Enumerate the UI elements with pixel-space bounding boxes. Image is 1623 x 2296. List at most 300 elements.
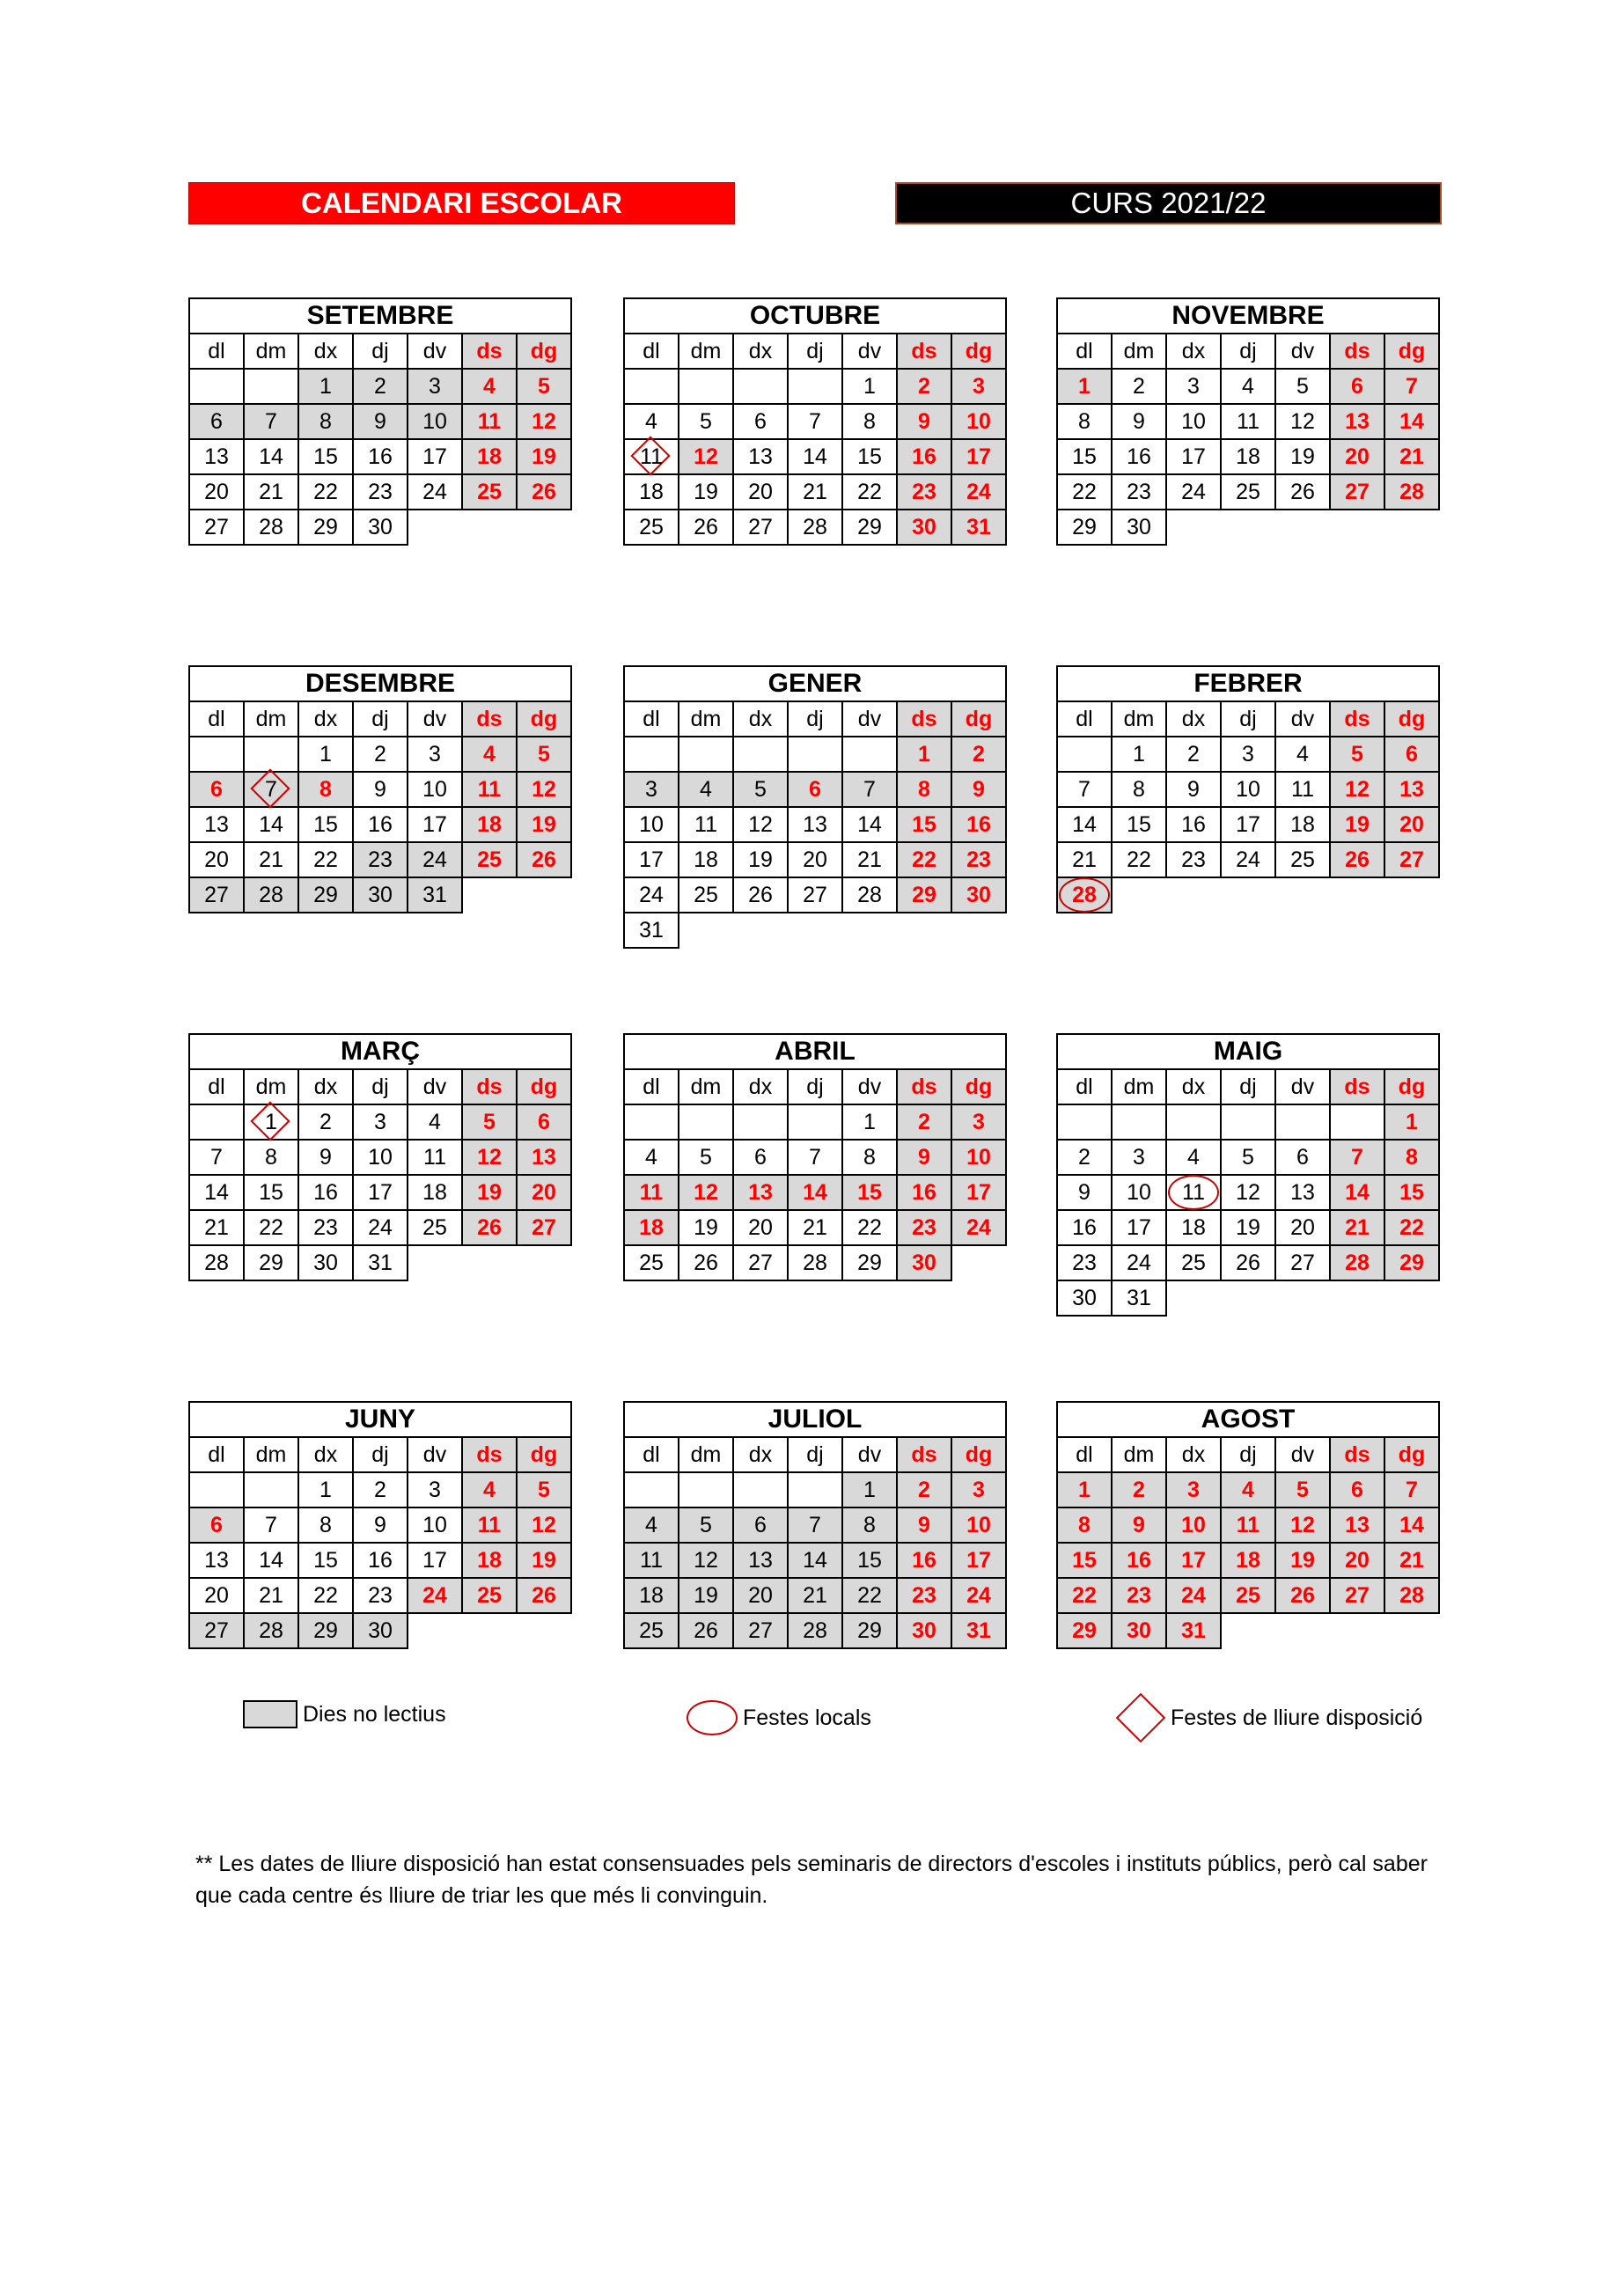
month-title: SETEMBRE — [188, 297, 572, 333]
day-cell — [353, 510, 408, 545]
day-number: 21 — [803, 479, 827, 504]
day-number: 28 — [1345, 1250, 1370, 1275]
day-cell — [1384, 439, 1439, 474]
day-number: 31 — [422, 882, 447, 907]
day-cell — [1221, 404, 1275, 439]
day-cell — [951, 1507, 1006, 1543]
weekday-header: dg — [951, 1069, 1006, 1104]
day-number: 13 — [748, 1179, 773, 1205]
day-cell — [1384, 737, 1439, 772]
day-number: 6 — [809, 776, 821, 802]
day-cell — [462, 369, 517, 404]
day-cell — [1112, 842, 1166, 877]
day-cell — [733, 1507, 788, 1543]
day-cell — [517, 807, 571, 842]
day-cell — [517, 1472, 571, 1507]
day-cell — [244, 439, 298, 474]
month-title: ABRIL — [623, 1033, 1007, 1068]
day-cell — [298, 369, 353, 404]
month-4 — [623, 665, 1007, 949]
day-number: 2 — [374, 373, 386, 399]
day-number: 19 — [1345, 811, 1370, 837]
day-number: 4 — [483, 741, 496, 767]
grey-swatch-icon — [243, 1700, 297, 1728]
day-number: 3 — [429, 1477, 441, 1502]
day-number: 31 — [639, 917, 664, 943]
day-cell — [897, 510, 951, 545]
day-number: 28 — [1399, 479, 1424, 504]
day-cell — [1384, 1210, 1439, 1245]
day-number: 17 — [1181, 1547, 1206, 1573]
month-grid — [188, 1436, 572, 1649]
day-cell — [353, 1613, 408, 1648]
day-cell — [298, 474, 353, 510]
day-cell — [1166, 807, 1221, 842]
empty-cell — [1384, 1280, 1439, 1316]
empty-cell — [679, 369, 733, 404]
day-cell — [897, 1578, 951, 1613]
weekday-header: dl — [189, 1069, 244, 1104]
day-number: 23 — [368, 1582, 393, 1608]
legend-non-school-label: Dies no lectius — [303, 1701, 446, 1727]
month-2 — [1056, 297, 1440, 546]
day-cell — [951, 807, 1006, 842]
day-cell — [951, 1613, 1006, 1648]
day-number: 9 — [1078, 1179, 1091, 1205]
day-cell — [788, 1175, 842, 1210]
day-cell — [1057, 772, 1112, 807]
day-cell — [353, 1578, 408, 1613]
day-number: 27 — [1345, 1582, 1370, 1608]
day-cell — [517, 737, 571, 772]
day-number: 13 — [204, 444, 229, 469]
day-cell — [733, 1613, 788, 1648]
day-number: 2 — [918, 1477, 930, 1502]
day-cell — [788, 510, 842, 545]
day-cell — [733, 1543, 788, 1578]
day-cell — [1057, 1245, 1112, 1280]
day-cell — [733, 510, 788, 545]
day-number: 30 — [912, 1617, 936, 1643]
day-number: 7 — [265, 776, 277, 802]
day-number: 18 — [477, 444, 502, 469]
empty-cell — [624, 737, 679, 772]
month-title: GENER — [623, 665, 1007, 701]
day-cell — [1057, 439, 1112, 474]
day-cell — [462, 772, 517, 807]
day-cell — [951, 1210, 1006, 1245]
day-number: 21 — [857, 847, 882, 872]
day-cell — [951, 737, 1006, 772]
empty-cell — [1275, 1613, 1330, 1648]
day-number: 26 — [694, 514, 718, 539]
weekday-header: dg — [951, 334, 1006, 369]
month-title: FEBRER — [1056, 665, 1440, 701]
weekday-header: dv — [842, 1069, 897, 1104]
day-number: 4 — [645, 1144, 657, 1170]
empty-cell — [408, 1613, 462, 1648]
day-cell — [462, 842, 517, 877]
day-number: 8 — [1078, 408, 1091, 434]
day-number: 9 — [374, 408, 386, 434]
day-number: 23 — [313, 1214, 338, 1240]
day-cell — [624, 1210, 679, 1245]
day-number: 1 — [863, 373, 876, 399]
weekday-header: dv — [408, 1069, 462, 1104]
month-title: OCTUBRE — [623, 297, 1007, 333]
day-cell — [1384, 474, 1439, 510]
day-cell — [353, 842, 408, 877]
empty-cell — [1221, 1104, 1275, 1140]
day-cell — [679, 1175, 733, 1210]
day-number: 2 — [1078, 1144, 1091, 1170]
day-cell — [788, 877, 842, 913]
day-number: 12 — [477, 1144, 502, 1170]
day-cell — [951, 1472, 1006, 1507]
weekday-header: dg — [517, 701, 571, 737]
day-number: 17 — [966, 1179, 991, 1205]
day-number: 18 — [1236, 1547, 1260, 1573]
month-1 — [623, 297, 1007, 546]
day-cell — [1221, 1507, 1275, 1543]
day-number: 2 — [374, 741, 386, 767]
month-title: DESEMBRE — [188, 665, 572, 701]
day-number: 12 — [532, 776, 556, 802]
day-cell — [1112, 1472, 1166, 1507]
empty-cell — [1330, 877, 1384, 913]
day-number: 18 — [1290, 811, 1315, 837]
day-cell — [517, 474, 571, 510]
day-number: 20 — [748, 1582, 773, 1608]
day-cell — [1384, 1175, 1439, 1210]
weekday-header: dj — [1221, 701, 1275, 737]
day-cell — [1166, 404, 1221, 439]
day-cell — [951, 1175, 1006, 1210]
day-number: 2 — [1187, 741, 1200, 767]
empty-cell — [408, 510, 462, 545]
day-number: 7 — [863, 776, 876, 802]
day-cell — [624, 772, 679, 807]
weekday-header: dx — [1166, 1437, 1221, 1472]
day-number: 28 — [259, 882, 283, 907]
month-5 — [1056, 665, 1440, 913]
day-number: 22 — [857, 1214, 882, 1240]
day-cell — [517, 1578, 571, 1613]
day-number: 18 — [1236, 444, 1260, 469]
day-number: 7 — [265, 408, 277, 434]
day-number: 5 — [1296, 1477, 1309, 1502]
month-grid — [1056, 701, 1440, 913]
day-number: 21 — [259, 847, 283, 872]
day-number: 28 — [1072, 882, 1097, 907]
day-number: 24 — [1236, 847, 1260, 872]
day-number: 17 — [422, 444, 447, 469]
day-number: 2 — [1133, 1477, 1145, 1502]
month-0 — [188, 297, 572, 546]
day-cell — [1221, 772, 1275, 807]
day-cell — [1166, 1175, 1221, 1210]
day-number: 1 — [319, 741, 332, 767]
empty-cell — [788, 737, 842, 772]
day-number: 15 — [857, 1179, 882, 1205]
day-cell — [1221, 1140, 1275, 1175]
weekday-header: dj — [353, 334, 408, 369]
day-number: 13 — [532, 1144, 556, 1170]
day-number: 16 — [1127, 1547, 1151, 1573]
day-cell — [1330, 439, 1384, 474]
day-number: 7 — [1078, 776, 1091, 802]
day-cell — [1275, 1175, 1330, 1210]
day-cell — [189, 807, 244, 842]
day-cell — [298, 807, 353, 842]
weekday-header: dl — [189, 334, 244, 369]
day-cell — [1057, 1578, 1112, 1613]
day-number: 16 — [966, 811, 991, 837]
day-number: 11 — [640, 1547, 663, 1573]
day-number: 30 — [368, 1617, 393, 1643]
day-number: 20 — [204, 847, 229, 872]
day-cell — [897, 1104, 951, 1140]
day-number: 25 — [1290, 847, 1315, 872]
day-cell — [298, 1140, 353, 1175]
day-number: 25 — [477, 479, 502, 504]
empty-cell — [517, 510, 571, 545]
day-cell — [733, 404, 788, 439]
day-cell — [517, 1507, 571, 1543]
empty-cell — [189, 1104, 244, 1140]
weekday-header: dj — [353, 1069, 408, 1104]
day-number: 16 — [912, 1179, 936, 1205]
day-cell — [897, 807, 951, 842]
day-number: 25 — [1181, 1250, 1206, 1275]
day-cell — [788, 1210, 842, 1245]
day-cell — [951, 369, 1006, 404]
weekday-header: dx — [1166, 334, 1221, 369]
day-cell — [462, 807, 517, 842]
day-cell — [1330, 1507, 1384, 1543]
month-title: JULIOL — [623, 1401, 1007, 1436]
day-number: 3 — [374, 1109, 386, 1134]
day-cell — [244, 1210, 298, 1245]
day-cell — [842, 842, 897, 877]
day-cell — [462, 1543, 517, 1578]
day-cell — [624, 913, 679, 948]
day-cell — [1057, 1175, 1112, 1210]
red-circle-icon — [687, 1700, 738, 1735]
day-number: 8 — [319, 408, 332, 434]
day-number: 4 — [429, 1109, 441, 1134]
weekday-header: dj — [788, 1437, 842, 1472]
weekday-header: dl — [624, 1069, 679, 1104]
day-cell — [1275, 1140, 1330, 1175]
month-9 — [188, 1401, 572, 1649]
day-cell — [1330, 1578, 1384, 1613]
day-number: 16 — [1072, 1214, 1097, 1240]
empty-cell — [462, 1245, 517, 1280]
day-number: 25 — [694, 882, 718, 907]
day-cell — [189, 877, 244, 913]
day-number: 7 — [210, 1144, 223, 1170]
day-cell — [189, 772, 244, 807]
empty-cell — [679, 1104, 733, 1140]
day-cell — [842, 1543, 897, 1578]
month-6 — [188, 1033, 572, 1281]
day-number: 29 — [313, 514, 338, 539]
day-number: 3 — [1133, 1144, 1145, 1170]
day-cell — [1112, 474, 1166, 510]
day-number: 23 — [368, 847, 393, 872]
day-number: 4 — [1187, 1144, 1200, 1170]
day-number: 4 — [700, 776, 712, 802]
day-cell — [951, 877, 1006, 913]
day-cell — [897, 1472, 951, 1507]
day-cell — [733, 772, 788, 807]
day-cell — [1275, 1507, 1330, 1543]
day-cell — [1330, 1472, 1384, 1507]
day-number: 27 — [748, 1617, 773, 1643]
empty-cell — [1221, 1613, 1275, 1648]
day-number: 10 — [422, 776, 447, 802]
day-number: 26 — [1236, 1250, 1260, 1275]
day-number: 30 — [912, 1250, 936, 1275]
weekday-header: ds — [897, 334, 951, 369]
empty-cell — [244, 1472, 298, 1507]
day-number: 13 — [1399, 776, 1424, 802]
day-number: 12 — [1290, 1512, 1315, 1537]
day-number: 11 — [477, 408, 502, 434]
day-number: 3 — [1187, 1477, 1200, 1502]
day-number: 3 — [1242, 741, 1254, 767]
day-number: 19 — [532, 1547, 556, 1573]
day-cell — [1166, 1245, 1221, 1280]
day-number: 20 — [532, 1179, 556, 1205]
day-number: 14 — [259, 444, 283, 469]
day-number: 9 — [1133, 408, 1145, 434]
day-number: 12 — [1345, 776, 1370, 802]
day-number: 27 — [803, 882, 827, 907]
weekday-header: dm — [679, 701, 733, 737]
day-number: 19 — [694, 1214, 718, 1240]
day-cell — [298, 1613, 353, 1648]
day-number: 8 — [1078, 1512, 1091, 1537]
day-number: 4 — [645, 408, 657, 434]
empty-cell — [897, 913, 951, 948]
day-cell — [1112, 510, 1166, 545]
day-number: 13 — [1345, 1512, 1370, 1537]
day-number: 1 — [863, 1477, 876, 1502]
day-number: 15 — [857, 444, 882, 469]
weekday-header: ds — [462, 1437, 517, 1472]
calendar-title: CALENDARI ESCOLAR — [188, 182, 735, 224]
day-cell — [1112, 1280, 1166, 1316]
month-grid — [1056, 1068, 1440, 1317]
day-cell — [189, 1507, 244, 1543]
day-number: 5 — [700, 408, 712, 434]
day-number: 26 — [748, 882, 773, 907]
day-cell — [1112, 1175, 1166, 1210]
day-number: 20 — [1345, 444, 1370, 469]
day-number: 5 — [754, 776, 767, 802]
day-cell — [788, 1507, 842, 1543]
day-cell — [408, 1543, 462, 1578]
empty-cell — [733, 1472, 788, 1507]
day-number: 27 — [1399, 847, 1424, 872]
weekday-header: dg — [1384, 701, 1439, 737]
empty-cell — [679, 913, 733, 948]
day-number: 28 — [803, 1250, 827, 1275]
day-number: 5 — [1351, 741, 1363, 767]
weekday-header: dl — [1057, 701, 1112, 737]
day-cell — [1112, 807, 1166, 842]
day-number: 12 — [532, 408, 556, 434]
day-number: 5 — [538, 373, 550, 399]
day-number: 23 — [912, 1214, 936, 1240]
day-number: 11 — [1291, 776, 1314, 802]
day-cell — [897, 369, 951, 404]
day-number: 9 — [918, 408, 930, 434]
day-cell — [624, 1507, 679, 1543]
month-title: JUNY — [188, 1401, 572, 1436]
day-number: 14 — [259, 811, 283, 837]
day-number: 14 — [1399, 1512, 1424, 1537]
month-3 — [188, 665, 572, 913]
day-cell — [189, 1210, 244, 1245]
day-cell — [1112, 737, 1166, 772]
day-number: 2 — [918, 373, 930, 399]
day-cell — [298, 737, 353, 772]
day-number: 28 — [1399, 1582, 1424, 1608]
day-cell — [462, 1104, 517, 1140]
day-number: 16 — [1127, 444, 1151, 469]
day-number: 23 — [1181, 847, 1206, 872]
day-cell — [1057, 1140, 1112, 1175]
day-number: 24 — [422, 1582, 447, 1608]
weekday-header: dg — [1384, 1437, 1439, 1472]
day-number: 3 — [973, 373, 985, 399]
day-cell — [462, 1175, 517, 1210]
day-cell — [1057, 1543, 1112, 1578]
day-cell — [244, 842, 298, 877]
month-10 — [623, 1401, 1007, 1649]
weekday-header: ds — [1330, 701, 1384, 737]
empty-cell — [408, 1245, 462, 1280]
empty-cell — [462, 1613, 517, 1648]
day-number: 29 — [857, 1250, 882, 1275]
day-cell — [462, 1210, 517, 1245]
day-number: 9 — [319, 1144, 332, 1170]
empty-cell — [788, 369, 842, 404]
day-cell — [1221, 1543, 1275, 1578]
weekday-header: dm — [244, 701, 298, 737]
day-number: 24 — [1127, 1250, 1151, 1275]
day-cell — [1221, 474, 1275, 510]
day-cell — [897, 439, 951, 474]
day-number: 5 — [538, 1477, 550, 1502]
day-cell — [951, 404, 1006, 439]
weekday-header: ds — [897, 1069, 951, 1104]
day-number: 3 — [1187, 373, 1200, 399]
month-grid — [1056, 333, 1440, 546]
empty-cell — [733, 1104, 788, 1140]
day-number: 25 — [1236, 479, 1260, 504]
day-cell — [842, 404, 897, 439]
day-cell — [1221, 737, 1275, 772]
day-cell — [897, 772, 951, 807]
day-cell — [897, 1543, 951, 1578]
day-number: 12 — [1236, 1179, 1260, 1205]
day-cell — [298, 1578, 353, 1613]
day-cell — [842, 474, 897, 510]
